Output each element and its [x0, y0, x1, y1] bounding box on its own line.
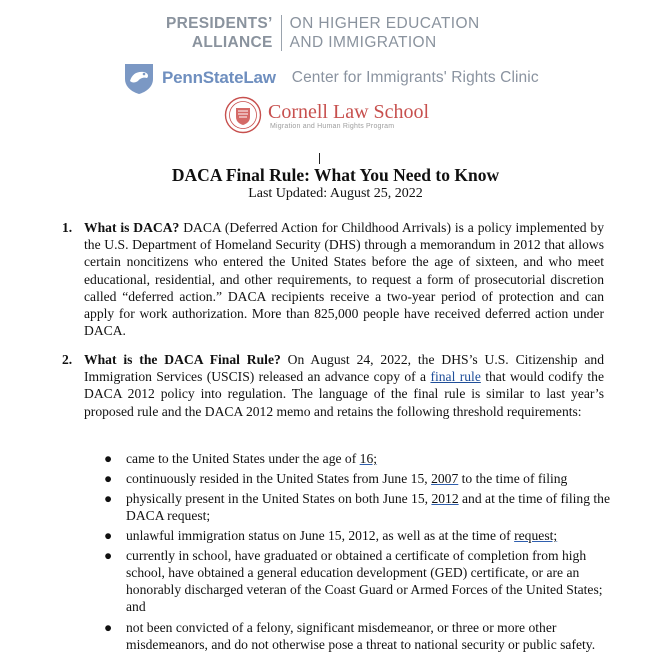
section-heading: What is DACA? — [84, 220, 180, 235]
list-item-text: continuously resided in the United States from June 15, — [126, 471, 432, 486]
section-text: On August 24, 2022, the DHS’s U.S. Citizenship and Immigration Services (USCIS) released an advance copy of a — [84, 352, 605, 385]
section-text-continued: that would codify the DACA 2012 policy into regulation. The language of the final rule is similar to last year’s proposed rule and the DACA 2012 memo and retains the following threshold requirements: — [84, 369, 604, 419]
bullet-icon: ● — [104, 491, 113, 506]
document-title: DACA Final Rule: What You Need to Know — [171, 165, 500, 185]
pa-logo-line2: ALLIANCE — [191, 34, 273, 51]
final-rule-link[interactable]: final rule — [430, 369, 481, 385]
section-what-is-final-rule — [44, 351, 604, 420]
pennstate-law-name: PennStateLaw — [162, 68, 276, 87]
list-item — [100, 547, 620, 615]
cornell-law-name: Cornell Law School — [268, 100, 430, 123]
cornell-seal-icon — [224, 96, 262, 134]
list-item-text: came to the United States under the age of — [126, 451, 360, 466]
list-item — [100, 527, 620, 544]
list-item-text: not been convicted of a felony, significant misdemeanor, or three or more other misdemeanors, and do not otherwise pose a threat to national security or public safety. — [126, 620, 596, 652]
bullet-icon: ● — [104, 471, 113, 486]
tracked-change: 2012 — [431, 491, 459, 506]
list-item — [100, 490, 620, 524]
list-item-text: physically present in the United States on both June 15, — [126, 491, 432, 506]
cornell-program-name: Migration and Human Rights Program — [270, 122, 395, 130]
list-item — [100, 619, 620, 653]
requirements-list — [100, 450, 620, 653]
section-body — [84, 219, 604, 339]
nittany-lion-shield-icon — [122, 61, 156, 95]
pennstate-law-logo — [122, 61, 539, 95]
logo-divider — [281, 15, 282, 51]
list-item-text: currently in school, have graduated or obtained a certificate of completion from high school, have obtained a general education development (GED) certificate, or are an honorably discharged veteran of the Coast Guard or Armed Forces of the United States; and — [126, 548, 603, 614]
section-text: DACA (Deferred Action for Childhood Arrivals) is a policy implemented by the U.S. Department of Homeland Security (DHS) through a memorandum in 2012 that allows certain noncitizens who entered the United States before the age of sixteen, and who meet educational, residential, and other requirements, to request a form of prosecutorial discretion called “deferred action.” DACA recipients receive a two-year period of protection and can apply for work authorization. More than 825,000 people have received deferred action under DACA. — [84, 220, 604, 339]
list-item — [100, 470, 620, 487]
bullet-icon: ● — [104, 451, 113, 466]
pa-logo-line4: AND IMMIGRATION — [289, 34, 437, 51]
list-item-text: unlawful immigration status on June 15, 2012, as well as at the time of — [126, 528, 515, 543]
section-number: 2. — [62, 352, 73, 367]
last-updated-date: Last Updated: August 25, 2022 — [248, 186, 423, 201]
section-body — [84, 351, 604, 420]
presidents-alliance-logo — [166, 14, 480, 52]
tracked-change: request; — [514, 528, 558, 543]
list-item-text-end: and at the time of filing the DACA request; — [126, 491, 611, 523]
section-heading: What is the DACA Final Rule? — [84, 352, 281, 367]
bullet-icon: ● — [104, 620, 113, 635]
list-item — [100, 450, 620, 467]
tracked-change: 16; — [359, 451, 378, 466]
pa-logo-line3: ON HIGHER EDUCATION — [289, 15, 480, 32]
tracked-change: 2007 — [431, 471, 459, 486]
section-number: 1. — [62, 220, 73, 235]
clinic-name: Center for Immigrants' Rights Clinic — [291, 69, 539, 86]
pa-logo-line1: PRESIDENTS’ — [166, 15, 273, 32]
bullet-icon: ● — [104, 548, 113, 563]
section-what-is-daca — [44, 219, 604, 339]
bullet-icon: ● — [104, 528, 113, 543]
text-cursor — [319, 153, 320, 164]
cornell-law-logo — [224, 96, 429, 134]
list-item-text-end: to the time of filing — [458, 471, 568, 486]
